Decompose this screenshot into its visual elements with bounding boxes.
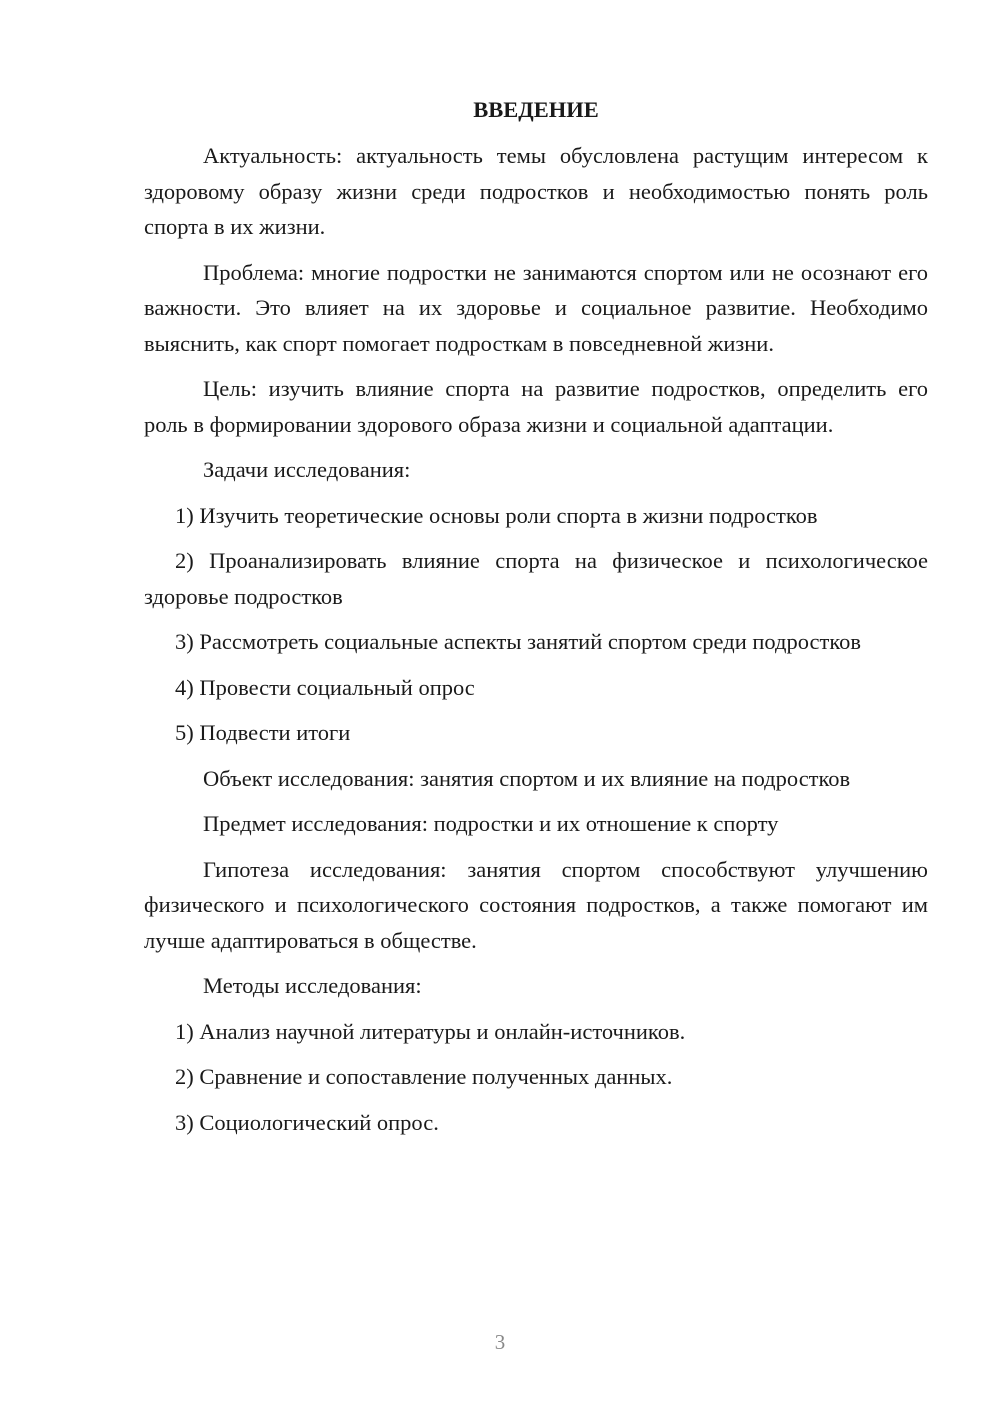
problem-paragraph: Проблема: многие подростки не занимаются спортом или не осознают его важности. Это влияет на их здоровье и социальное развитие. Необходимо выяснить, как спорт помогает подросткам в повседневной жизни. (144, 259, 928, 356)
page-number: 3 (494, 1330, 506, 1354)
task-item-1: 1) Изучить теоретические основы роли спорта в жизни подростков (175, 502, 818, 528)
method-item-1: 1) Анализ научной литературы и онлайн-источников. (175, 1018, 686, 1044)
object-line: Объект исследования: занятия спортом и их влияние на подростков (203, 765, 851, 791)
subject-line: Предмет исследования: подростки и их отношение к спорту (203, 811, 779, 836)
method-item-2: 2) Сравнение и сопоставление полученных данных. (175, 1064, 673, 1089)
document-page (144, 92, 928, 1150)
task-item-5: 5) Подвести итоги (175, 720, 351, 745)
method-item-3: 3) Социологический опрос. (175, 1109, 439, 1135)
task-item-2: 2) Проанализировать влияние спорта на физическое и психологическое здоровье подростков (144, 548, 928, 609)
hypothesis-paragraph: Гипотеза исследования: занятия спортом способствуют улучшению физического и психологического состояния подростков, а также помогают им лучше адаптироваться в обществе. (144, 856, 928, 953)
methods-heading: Методы исследования: (203, 973, 422, 998)
task-item-4: 4) Провести социальный опрос (175, 674, 475, 700)
relevance-paragraph: Актуальность: актуальность темы обусловлена растущим интересом к здоровому образу жизни среди подростков и необходимостью понять роль спорта в их жизни. (144, 143, 928, 239)
section-title: ВВЕДЕНИЕ (473, 97, 599, 122)
goal-paragraph: Цель: изучить влияние спорта на развитие подростков, определить его роль в формировании здорового образа жизни и социальной адаптации. (144, 376, 928, 437)
tasks-heading: Задачи исследования: (203, 457, 411, 482)
task-item-3: 3) Рассмотреть социальные аспекты занятий спортом среди подростков (175, 629, 861, 654)
